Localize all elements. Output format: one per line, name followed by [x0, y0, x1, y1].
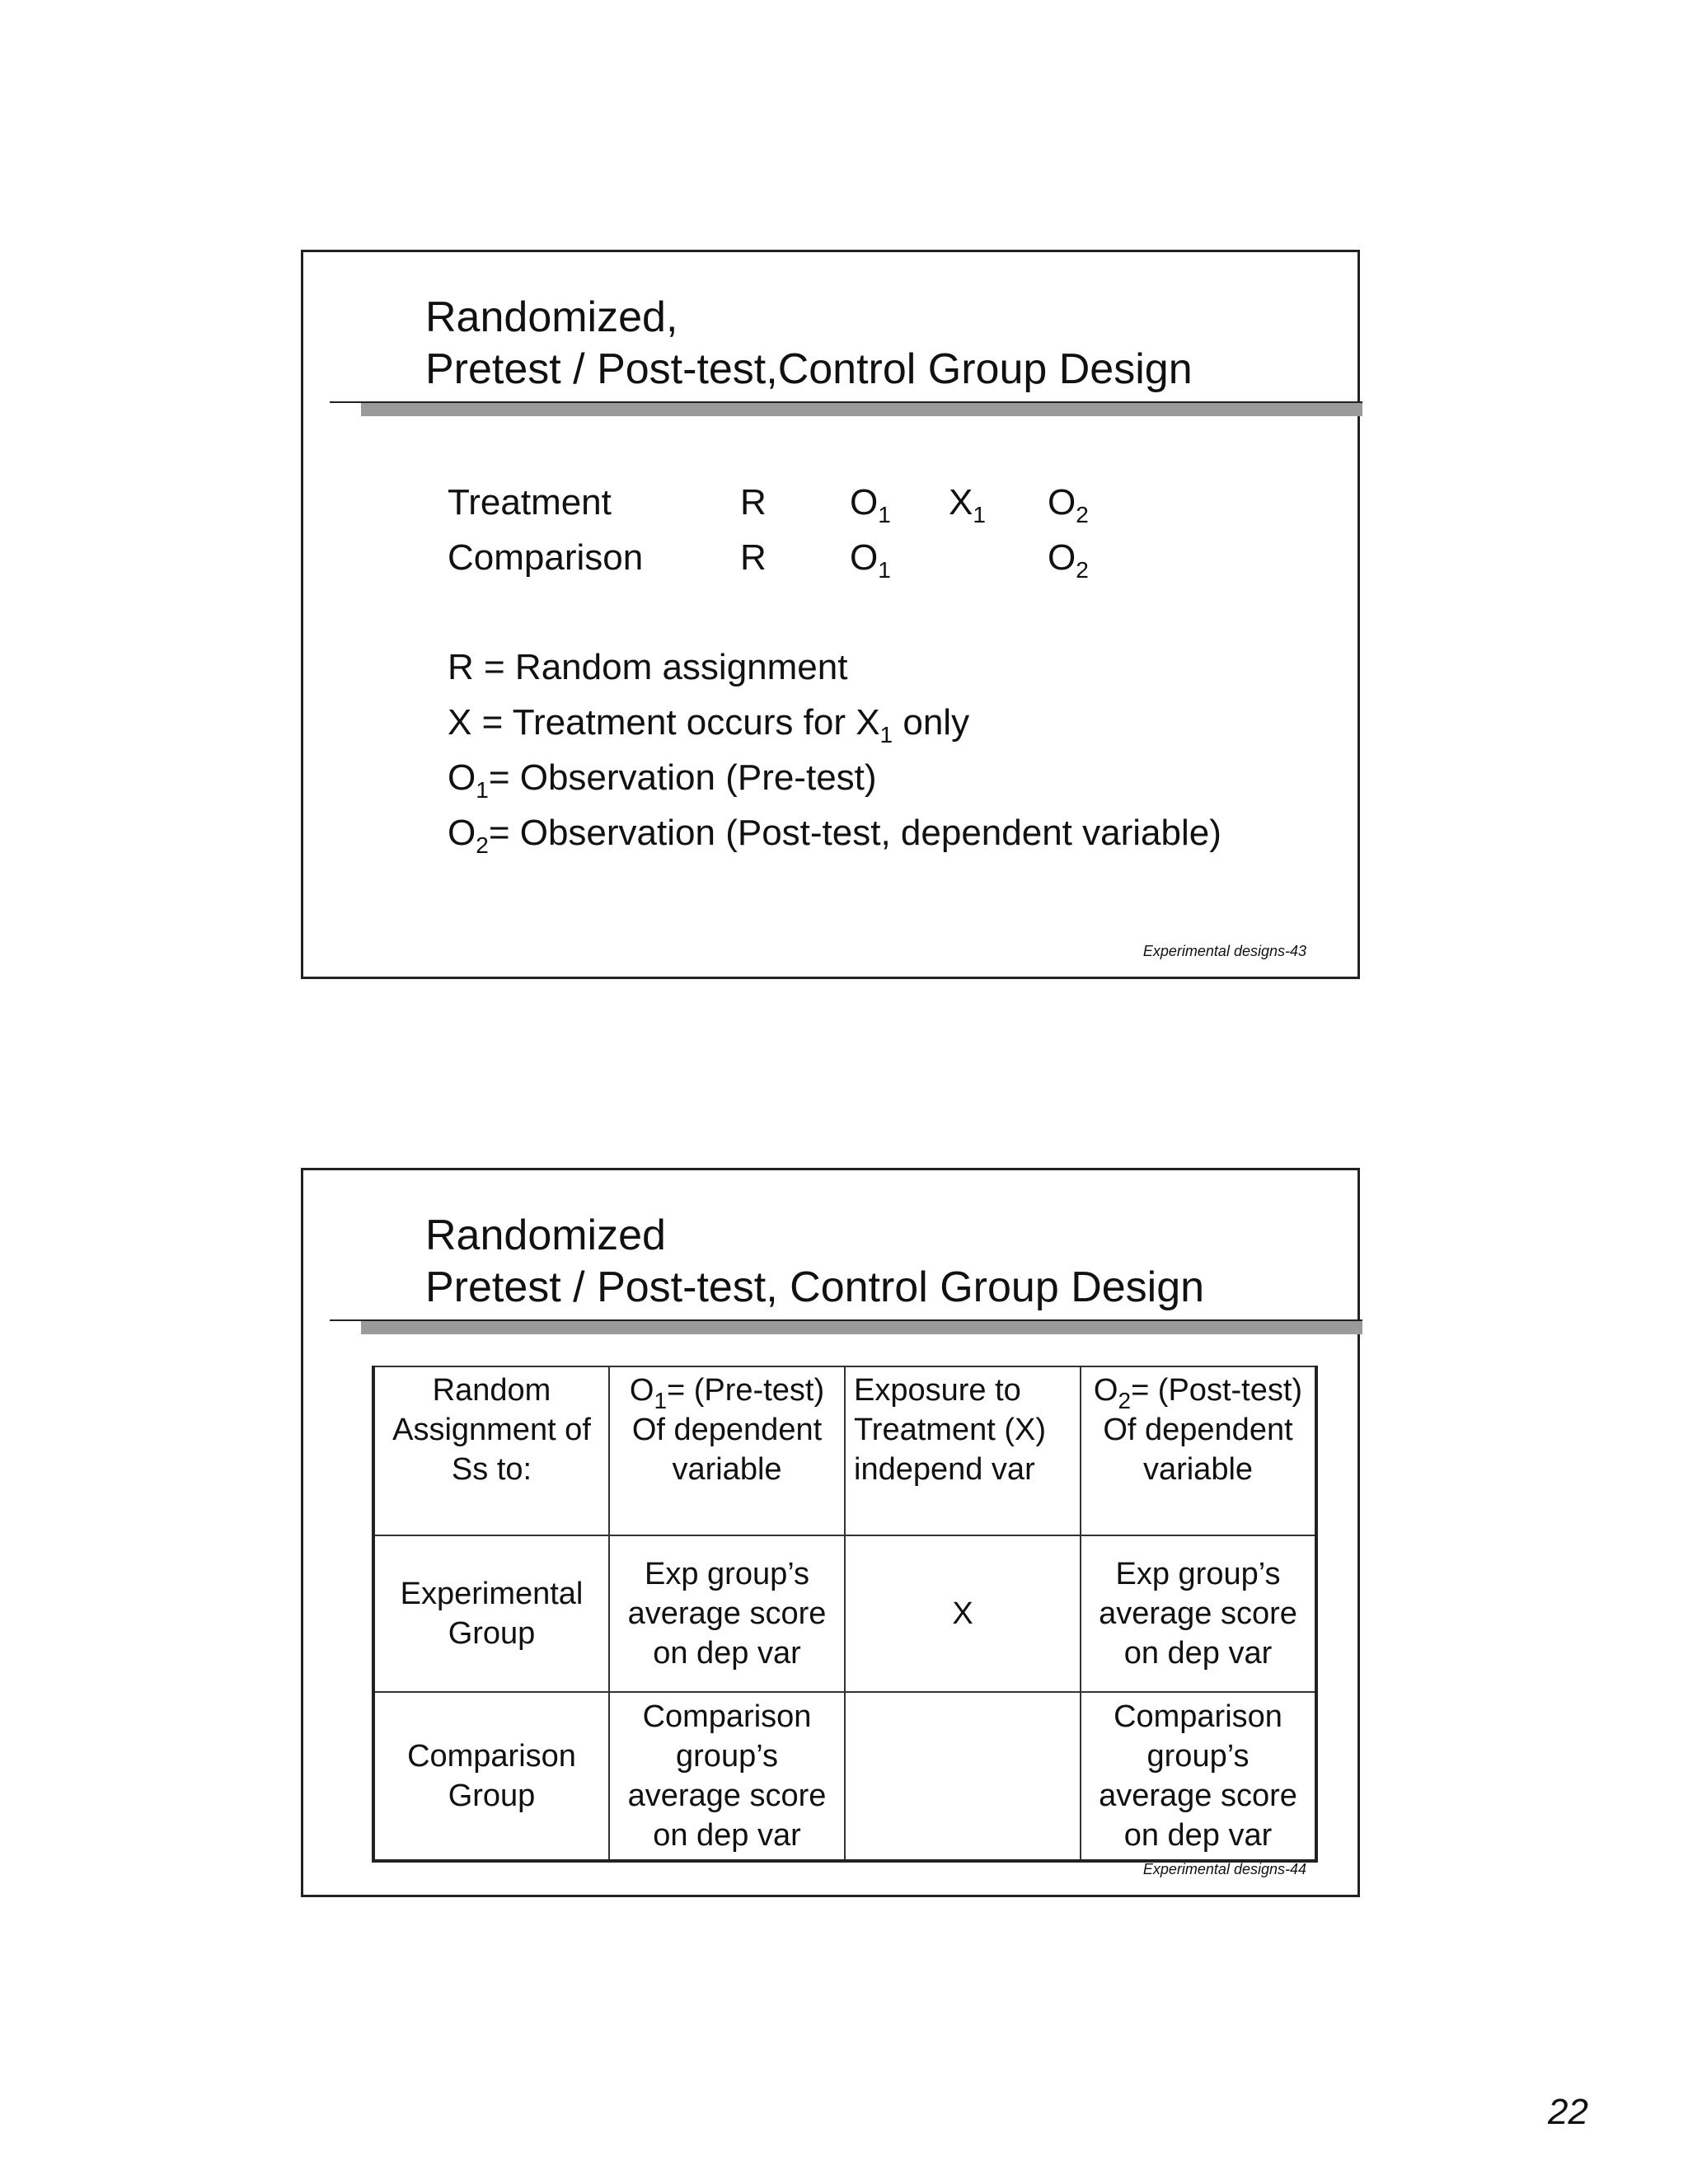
legend-symbol: O [448, 757, 476, 798]
legend-text: X = Treatment occurs for X [448, 702, 880, 743]
cell-line: variable [672, 1452, 782, 1487]
cell-line: Group [448, 1616, 536, 1651]
legend-text: = Observation (Post-test, dependent variable) [488, 813, 1221, 853]
cell-line: group’s [676, 1739, 778, 1774]
cell-line: Exposure to [854, 1373, 1021, 1408]
slide-title [425, 292, 1193, 396]
symbol-subscript: 1 [878, 557, 891, 583]
cell-line: Group [448, 1779, 536, 1813]
symbol-subscript: 2 [1076, 502, 1089, 527]
table-cell [373, 1692, 609, 1861]
header-cell-assignment [373, 1366, 609, 1535]
table-cell [1081, 1692, 1316, 1861]
treatment-symbol [949, 475, 986, 530]
title-line: Pretest / Post-test, Control Group Design [425, 1263, 1205, 1311]
slide-footer: Experimental designs-44 [1142, 1861, 1306, 1877]
cell-line: on dep var [653, 1818, 801, 1853]
table-cell [845, 1692, 1081, 1861]
cell-line: on dep var [1123, 1636, 1273, 1671]
cell-line: group’s [1146, 1739, 1250, 1774]
cell-line: Exp group’s [645, 1557, 809, 1591]
legend-r: R = Random assignment [448, 647, 848, 687]
header-cell-posttest [1081, 1366, 1316, 1535]
design-table [372, 1366, 1318, 1863]
header-cell-pretest [609, 1366, 845, 1535]
cell-line: Of dependent [631, 1413, 823, 1447]
symbol-letter: O [1048, 482, 1076, 523]
slide-44 [301, 1168, 1360, 1897]
random-symbol: R [740, 537, 767, 578]
slide-title [425, 1210, 1204, 1314]
cell-line [612, 1371, 842, 1413]
legend-o2 [448, 805, 1221, 860]
slide-footer: Experimental designs-43 [1142, 943, 1306, 959]
symbol-subscript: 1 [973, 502, 986, 527]
symbol-subscript: 2 [1076, 557, 1089, 583]
table-cell [373, 1535, 609, 1692]
header-cell-exposure [845, 1366, 1081, 1535]
cell-line: Experimental [400, 1577, 584, 1611]
notation-legend [448, 640, 1221, 860]
posttest-symbol [1048, 530, 1089, 585]
symbol-letter: O [850, 537, 879, 578]
legend-x [448, 695, 1221, 750]
symbol-letter: O [629, 1373, 654, 1408]
cell-text: = (Post-test) [1131, 1373, 1303, 1408]
legend-subscript: 1 [476, 777, 489, 803]
group-label: Comparison [448, 537, 644, 578]
cell-line: Assignment of [392, 1413, 591, 1447]
cell-line: variable [1142, 1452, 1254, 1487]
cell-line: Exp group’s [1115, 1557, 1281, 1591]
title-shadow-bar [361, 1321, 1362, 1334]
cell-line: Comparison [642, 1699, 812, 1734]
cell-line: Of dependent [1103, 1413, 1293, 1447]
page-number: 22 [1548, 2092, 1588, 2132]
cell-line: average score [1099, 1779, 1297, 1813]
legend-o1 [448, 750, 1221, 805]
symbol-letter: O [1093, 1373, 1118, 1408]
cell-line [1083, 1371, 1313, 1413]
cell-line: on dep var [1123, 1818, 1273, 1853]
posttest-symbol [1048, 475, 1089, 530]
pretest-symbol [850, 530, 891, 585]
symbol-letter: X [949, 482, 973, 523]
cell-line: average score [627, 1596, 827, 1631]
symbol-subscript: 1 [654, 1388, 668, 1413]
table-row-comparison [373, 1692, 1316, 1861]
cell-line: Random [432, 1373, 551, 1408]
table-cell [609, 1535, 845, 1692]
cell-line: independ var [854, 1452, 1035, 1487]
random-symbol: R [740, 482, 767, 523]
cell-line: on dep var [653, 1636, 801, 1671]
slide-43 [301, 250, 1360, 979]
table-header-row [373, 1366, 1316, 1535]
legend-symbol: O [448, 813, 476, 853]
table-cell [1081, 1535, 1316, 1692]
cell-line: Treatment (X) [854, 1413, 1046, 1447]
title-line: Randomized [425, 1212, 666, 1259]
symbol-letter: O [850, 482, 879, 523]
legend-subscript: 2 [476, 832, 489, 858]
group-label: Treatment [448, 482, 612, 523]
title-shadow-bar [361, 403, 1362, 416]
cell-line: Ss to: [451, 1452, 532, 1487]
symbol-subscript: 2 [1118, 1388, 1132, 1413]
title-line: Randomized, [425, 293, 678, 341]
symbol-letter: O [1048, 537, 1076, 578]
table-row-experimental [373, 1535, 1316, 1692]
cell-line: Comparison [1114, 1699, 1282, 1734]
table-cell [609, 1692, 845, 1861]
cell-line: average score [627, 1779, 827, 1813]
title-line: Pretest / Post-test,Control Group Design [425, 345, 1193, 393]
cell-line: X [952, 1596, 973, 1631]
table-cell [845, 1535, 1081, 1692]
pretest-symbol [850, 475, 891, 530]
legend-text: = Observation (Pre-test) [488, 757, 877, 798]
legend-subscript: 1 [879, 722, 893, 748]
cell-line: average score [1099, 1596, 1297, 1631]
symbol-subscript: 1 [878, 502, 891, 527]
legend-text: only [893, 702, 970, 743]
cell-text: = (Pre-test) [667, 1373, 825, 1408]
cell-line: Comparison [407, 1739, 576, 1774]
